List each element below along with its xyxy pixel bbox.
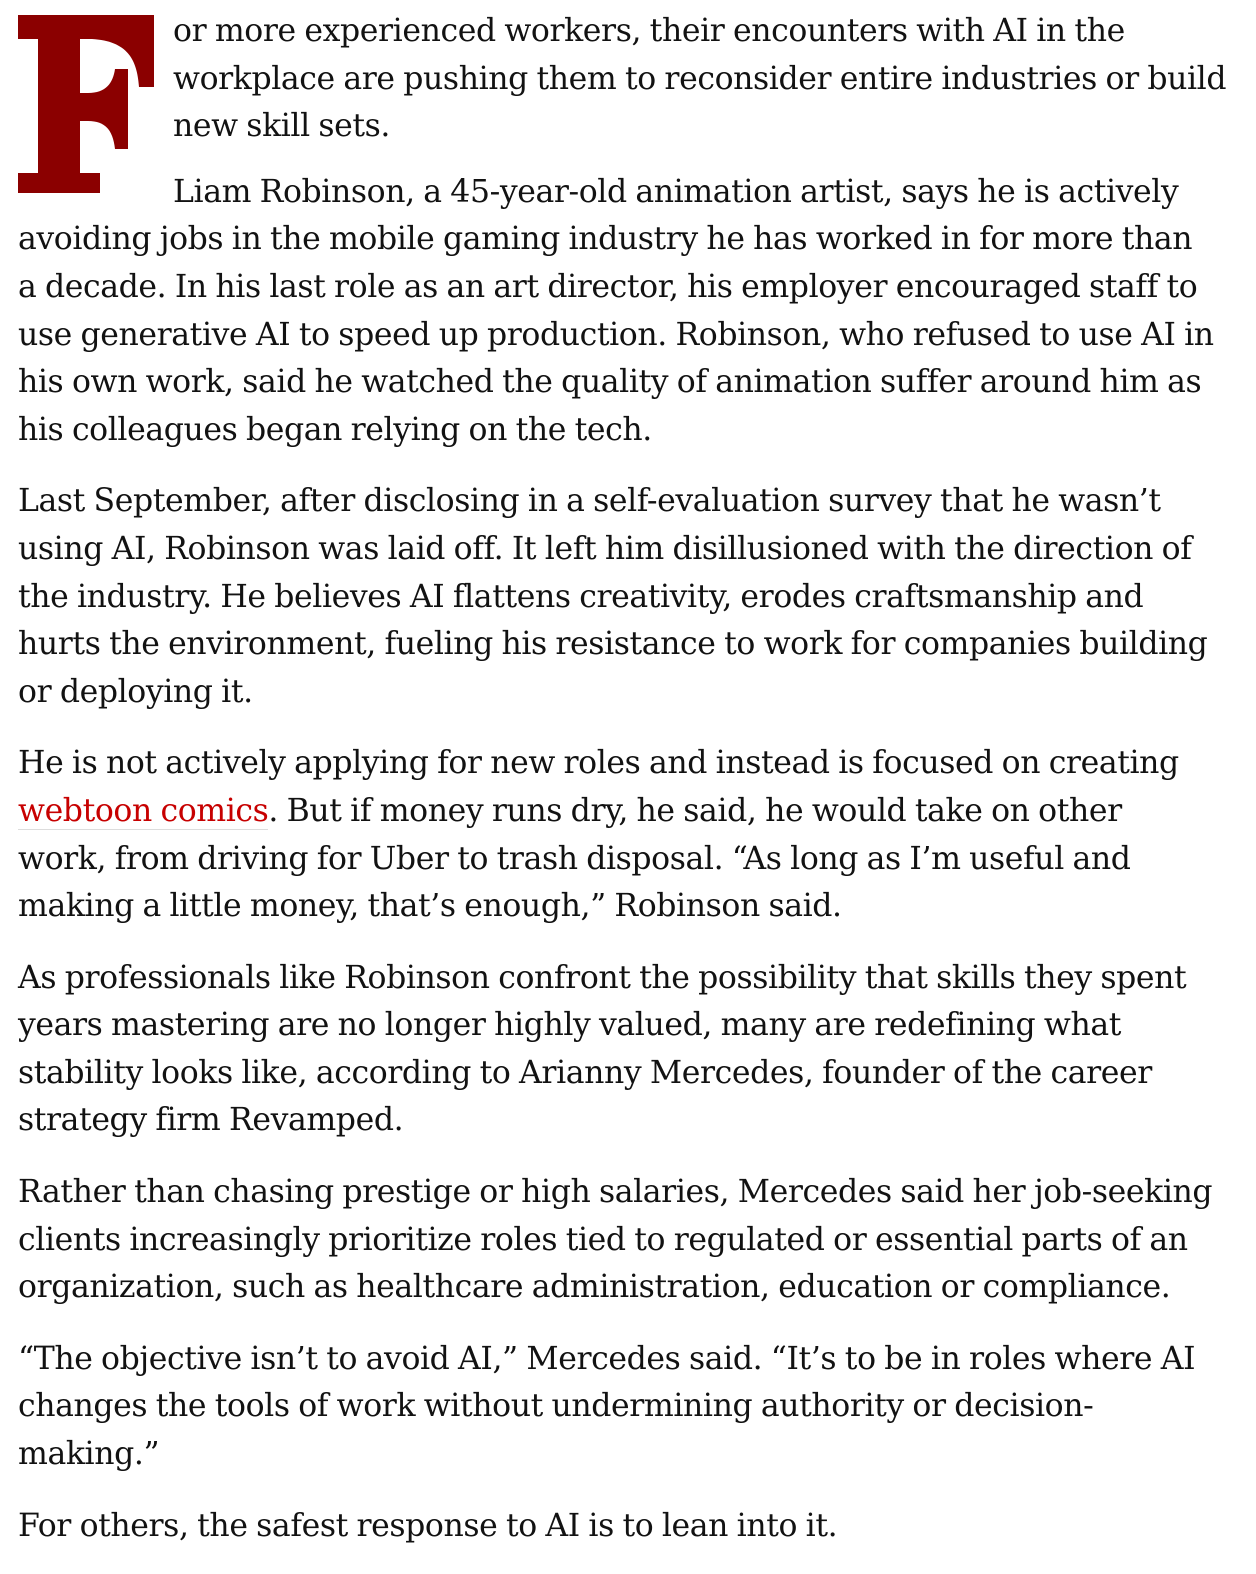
paragraph-intro — [18, 8, 1256, 151]
paragraph-line: changes the tools of work without undermining authority or decision- — [18, 1388, 1094, 1425]
paragraph-line: Rather than chasing prestige or high salaries, Mercedes said her job-seeking — [18, 1174, 1213, 1211]
paragraph-mercedes-quote — [18, 1336, 1256, 1479]
paragraph-layoff — [18, 478, 1256, 716]
dropcap-block — [18, 8, 1256, 454]
paragraph-line: He is not actively applying for new roles and instead is focused on creating — [18, 745, 1179, 782]
paragraph-lean-in — [18, 1503, 1256, 1551]
paragraph-line: For others, the safest response to AI is to lean into it. — [18, 1507, 838, 1544]
paragraph-line: hurts the environment, fueling his resistance to work for companies building — [18, 626, 1208, 663]
paragraph-line: strategy firm Revamped. — [18, 1102, 404, 1139]
paragraph-line-with-link — [18, 788, 1256, 836]
paragraph-line: workplace are pushing them to reconsider entire industries or build — [173, 60, 1227, 97]
paragraph-line: making.” — [18, 1436, 160, 1473]
dropcap-letter-f — [18, 15, 154, 193]
paragraph-robinson-intro — [18, 169, 1256, 455]
paragraph-line: or deploying it. — [18, 673, 253, 710]
paragraph-line: his own work, said he watched the quality of animation suffer around him as — [18, 364, 1202, 401]
paragraph-line: years mastering are no longer highly valued, many are redefining what — [18, 1007, 1121, 1044]
paragraph-line: stability looks like, according to Arianny Mercedes, founder of the career — [18, 1054, 1152, 1091]
article-body — [18, 8, 1256, 1574]
paragraph-line: organization, such as healthcare administration, education or compliance. — [18, 1269, 1171, 1306]
paragraph-line: work, from driving for Uber to trash disposal. “As long as I’m useful and — [18, 840, 1131, 877]
paragraph-line: new skill sets. — [173, 108, 391, 145]
paragraph-line: or more experienced workers, their encounters with AI in the — [173, 13, 1125, 49]
paragraph-line: his colleagues began relying on the tech. — [18, 411, 652, 448]
paragraph-line: As professionals like Robinson confront the possibility that skills they spent — [18, 959, 1187, 996]
paragraph-line: clients increasingly prioritize roles tied to regulated or essential parts of an — [18, 1221, 1188, 1258]
paragraph-mercedes-clients — [18, 1169, 1256, 1312]
webtoon-comics-link[interactable]: webtoon comics — [18, 792, 269, 829]
paragraph-line: making a little money, that’s enough,” Robinson said. — [18, 888, 842, 925]
paragraph-line: a decade. In his last role as an art director, his employer encouraged staff to — [18, 268, 1198, 305]
paragraph-professionals — [18, 955, 1256, 1145]
paragraph-text: . But if money runs dry, he said, he would take on other — [268, 792, 1122, 829]
paragraph-line: Liam Robinson, a 45-year-old animation artist, says he is actively — [173, 173, 1179, 210]
paragraph-line: using AI, Robinson was laid off. It left him disillusioned with the direction of — [18, 530, 1192, 567]
paragraph-line: Last September, after disclosing in a self-evaluation survey that he wasn’t — [18, 483, 1161, 520]
paragraph-line: avoiding jobs in the mobile gaming industry he has worked in for more than — [18, 221, 1193, 258]
paragraph-line: use generative AI to speed up production. Robinson, who refused to use AI in — [18, 316, 1214, 353]
paragraph-line: “The objective isn’t to avoid AI,” Mercedes said. “It’s to be in roles where AI — [18, 1340, 1196, 1377]
paragraph-webtoon — [18, 740, 1256, 930]
paragraph-line: the industry. He believes AI flattens creativity, erodes craftsmanship and — [18, 578, 1144, 615]
